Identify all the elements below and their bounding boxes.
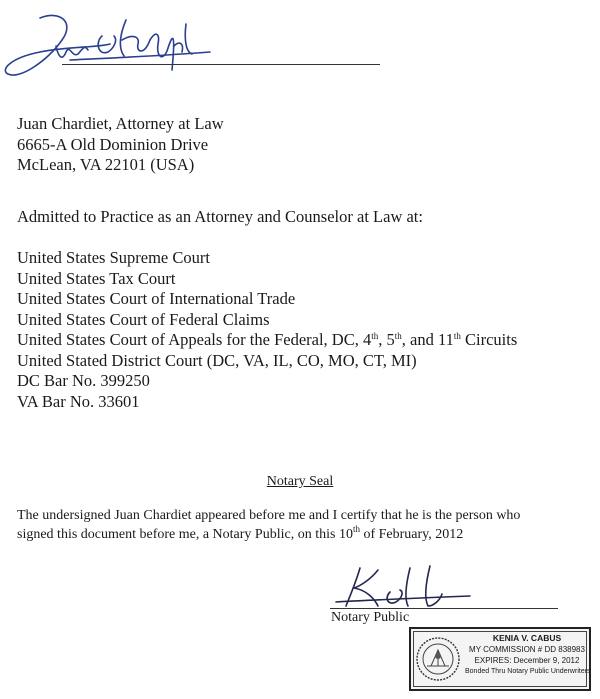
attorney-signature <box>0 0 250 95</box>
notary-commission: MY COMMISSION # DD 838983 <box>469 645 585 654</box>
notary-signature <box>330 562 480 612</box>
court-item: United States Court of Federal Claims <box>17 309 270 329</box>
notary-stamp <box>409 627 591 691</box>
admission-heading: Admitted to Practice as an Attorney and Counselor at Law at: <box>17 207 423 226</box>
attorney-name: Juan Chardiet, Attorney at Law <box>17 114 224 133</box>
state-seal-icon <box>415 636 461 682</box>
notary-seal-title: Notary Seal <box>266 474 334 489</box>
stamp-text <box>465 633 589 677</box>
notary-statement-line1: The undersigned Juan Chardiet appeared before me and I certify that he is the person who <box>17 508 521 523</box>
court-item: United States Supreme Court <box>17 248 210 267</box>
notary-statement <box>17 506 587 544</box>
dc-bar-number: DC Bar No. 399250 <box>17 371 150 390</box>
notary-bonded: Bonded Thru Notary Public Underwriters <box>465 668 591 675</box>
notary-name: KENIA V. CABUS <box>492 633 562 643</box>
court-appeals: United States Court of Appeals for the Federal, DC, 4th, 5th, and 11th Circuits <box>17 330 518 349</box>
courts-list <box>17 248 517 412</box>
attorney-address-block <box>17 114 224 176</box>
attorney-street: 6665-A Old Dominion Drive <box>17 134 209 154</box>
notary-expires: EXPIRES: December 9, 2012 <box>474 656 580 665</box>
attorney-signature-line <box>62 64 380 65</box>
va-bar-number: VA Bar No. 33601 <box>17 391 140 411</box>
notary-statement-line2: signed this document before me, a Notary Public, on this 10th of February, 2012 <box>17 524 464 542</box>
court-district: United Stated District Court (DC, VA, IL, CO, MO, CT, MI) <box>17 350 417 370</box>
notary-signature-line <box>330 608 558 609</box>
court-item: United States Court of International Trade <box>17 289 296 308</box>
court-item: United States Tax Court <box>17 268 176 288</box>
attorney-city: McLean, VA 22101 (USA) <box>17 155 195 174</box>
notary-public-label: Notary Public <box>331 610 410 625</box>
